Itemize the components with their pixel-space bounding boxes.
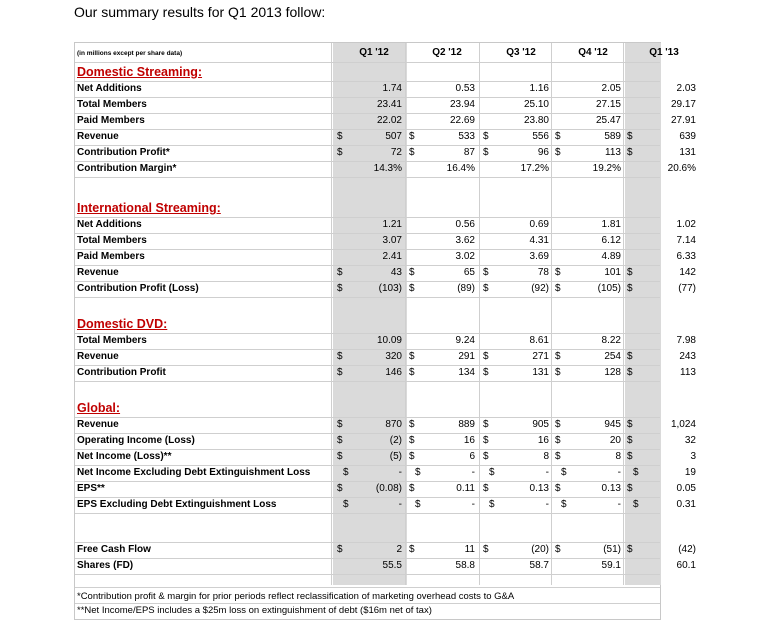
dollar-sign: $	[409, 351, 415, 362]
value-cell: 1.74	[382, 83, 402, 94]
value-cell: 0.53	[455, 83, 475, 94]
dollar-sign: $	[483, 367, 489, 378]
row-label: Operating Income (Loss)	[77, 435, 195, 446]
row-label: Net Additions	[77, 219, 142, 230]
value-cell: 0.13	[601, 483, 621, 494]
dollar-sign: $	[415, 467, 421, 478]
value-cell: 1.81	[601, 219, 621, 230]
dollar-sign: $	[555, 435, 561, 446]
dollar-sign: $	[483, 131, 489, 142]
value-cell: 2.03	[676, 83, 696, 94]
value-cell: 113	[680, 367, 696, 378]
value-cell: (105)	[597, 283, 621, 294]
value-cell: 72	[390, 147, 402, 158]
value-cell: 533	[458, 131, 475, 142]
value-cell: 23.41	[376, 99, 402, 110]
value-cell: -	[617, 467, 621, 478]
dollar-sign: $	[483, 544, 489, 555]
value-cell: 16.4%	[446, 163, 475, 174]
value-cell: 96	[537, 147, 549, 158]
value-cell: 8	[543, 451, 549, 462]
value-cell: 58.8	[455, 560, 475, 571]
row-label: Total Members	[77, 99, 147, 110]
value-cell: 1,024	[670, 419, 696, 430]
row-divider	[75, 297, 660, 298]
dollar-sign: $	[337, 147, 343, 158]
row-divider	[75, 177, 660, 178]
dollar-sign: $	[483, 283, 489, 294]
value-cell: 6	[469, 451, 475, 462]
value-cell: 6.12	[601, 235, 621, 246]
value-cell: -	[617, 499, 621, 510]
dollar-sign: $	[555, 451, 561, 462]
dollar-sign: $	[627, 419, 633, 430]
value-cell: -	[398, 467, 402, 478]
dollar-sign: $	[555, 131, 561, 142]
dollar-sign: $	[627, 131, 633, 142]
dollar-sign: $	[627, 544, 633, 555]
value-cell: 27.15	[595, 99, 621, 110]
row-label: Revenue	[77, 131, 119, 142]
period-header: Q1 '12	[359, 47, 389, 58]
value-cell: 14.3%	[373, 163, 402, 174]
value-cell: (20)	[531, 544, 549, 555]
dollar-sign: $	[627, 435, 633, 446]
value-cell: 23.80	[523, 115, 549, 126]
value-cell: 1.02	[676, 219, 696, 230]
section-title: Domestic DVD:	[77, 317, 168, 331]
value-cell: 254	[604, 351, 621, 362]
value-cell: 59.1	[601, 560, 621, 571]
value-cell: 1.16	[529, 83, 549, 94]
value-cell: 556	[532, 131, 549, 142]
row-label: Contribution Profit (Loss)	[77, 283, 199, 294]
value-cell: 8.22	[601, 335, 621, 346]
value-cell: -	[545, 499, 549, 510]
dollar-sign: $	[489, 499, 495, 510]
value-cell: 55.5	[382, 560, 402, 571]
row-label: Contribution Profit	[77, 367, 166, 378]
value-cell: 0.05	[676, 483, 696, 494]
value-cell: 25.47	[595, 115, 621, 126]
col-divider	[479, 43, 480, 585]
value-cell: (5)	[389, 451, 402, 462]
value-cell: 3.02	[455, 251, 475, 262]
value-cell: 945	[604, 419, 621, 430]
row-label: Shares (FD)	[77, 560, 134, 571]
value-cell: 10.09	[376, 335, 402, 346]
value-cell: 0.69	[529, 219, 549, 230]
value-cell: 870	[385, 419, 402, 430]
section-title: International Streaming:	[77, 201, 221, 215]
row-label: Total Members	[77, 335, 147, 346]
dollar-sign: $	[633, 499, 639, 510]
dollar-sign: $	[627, 147, 633, 158]
value-cell: -	[471, 499, 475, 510]
dollar-sign: $	[483, 419, 489, 430]
dollar-sign: $	[555, 367, 561, 378]
value-cell: 3	[690, 451, 696, 462]
dollar-sign: $	[409, 419, 415, 430]
dollar-sign: $	[409, 131, 415, 142]
value-cell: 2.41	[382, 251, 402, 262]
dollar-sign: $	[555, 351, 561, 362]
dollar-sign: $	[409, 435, 415, 446]
value-cell: 20	[609, 435, 621, 446]
value-cell: 291	[458, 351, 475, 362]
value-cell: (89)	[457, 283, 475, 294]
dollar-sign: $	[337, 131, 343, 142]
row-label: EPS**	[77, 483, 105, 494]
value-cell: 58.7	[529, 560, 549, 571]
row-label: Total Members	[77, 235, 147, 246]
footnote: **Net Income/EPS includes a $25m loss on extinguishment of debt ($16m net of tax)	[77, 605, 432, 616]
row-divider	[75, 587, 660, 588]
value-cell: (42)	[678, 544, 696, 555]
value-cell: 22.69	[449, 115, 475, 126]
value-cell: 0.56	[455, 219, 475, 230]
value-cell: 43	[390, 267, 402, 278]
value-cell: 8	[615, 451, 621, 462]
row-label: Contribution Profit*	[77, 147, 170, 158]
value-cell: -	[471, 467, 475, 478]
col-divider	[405, 43, 406, 585]
row-label: Net Income Excluding Debt Extinguishment Loss	[77, 467, 311, 478]
dollar-sign: $	[489, 467, 495, 478]
dollar-sign: $	[483, 147, 489, 158]
value-cell: 3.07	[382, 235, 402, 246]
value-cell: 8.61	[529, 335, 549, 346]
value-cell: 113	[605, 147, 621, 158]
row-label: Contribution Margin*	[77, 163, 177, 174]
row-label: Free Cash Flow	[77, 544, 151, 555]
value-cell: 142	[679, 267, 696, 278]
row-label: Net Additions	[77, 83, 142, 94]
footnote: *Contribution profit & margin for prior periods reflect reclassification of marketing overhead costs to G&A	[77, 591, 515, 602]
dollar-sign: $	[337, 367, 343, 378]
dollar-sign: $	[555, 419, 561, 430]
dollar-sign: $	[483, 351, 489, 362]
value-cell: 889	[458, 419, 475, 430]
value-cell: 3.69	[529, 251, 549, 262]
value-cell: 3.62	[455, 235, 475, 246]
dollar-sign: $	[627, 283, 633, 294]
dollar-sign: $	[483, 267, 489, 278]
period-header: Q2 '12	[432, 47, 462, 58]
value-cell: (92)	[531, 283, 549, 294]
dollar-sign: $	[409, 451, 415, 462]
value-cell: 32	[684, 435, 696, 446]
value-cell: 4.31	[529, 235, 549, 246]
dollar-sign: $	[409, 483, 415, 494]
value-cell: 146	[385, 367, 402, 378]
value-cell: (103)	[378, 283, 402, 294]
row-label: Paid Members	[77, 115, 145, 126]
value-cell: 128	[604, 367, 621, 378]
value-cell: 131	[532, 367, 549, 378]
row-divider	[75, 603, 660, 604]
value-cell: 11	[464, 544, 475, 555]
dollar-sign: $	[337, 351, 343, 362]
dollar-sign: $	[627, 351, 633, 362]
section-title: Domestic Streaming:	[77, 65, 203, 79]
value-cell: 19.2%	[592, 163, 621, 174]
dollar-sign: $	[627, 483, 633, 494]
section-title: Global:	[77, 401, 121, 415]
value-cell: 271	[532, 351, 549, 362]
units-note: (in millions except per share data)	[77, 50, 183, 57]
row-label: EPS Excluding Debt Extinguishment Loss	[77, 499, 277, 510]
value-cell: 131	[679, 147, 696, 158]
dollar-sign: $	[561, 467, 567, 478]
value-cell: 0.11	[456, 483, 475, 494]
value-cell: 320	[385, 351, 402, 362]
dollar-sign: $	[337, 267, 343, 278]
dollar-sign: $	[627, 267, 633, 278]
value-cell: 101	[604, 267, 621, 278]
dollar-sign: $	[337, 451, 343, 462]
dollar-sign: $	[555, 544, 561, 555]
value-cell: 2	[396, 544, 402, 555]
dollar-sign: $	[409, 267, 415, 278]
col-divider	[551, 43, 552, 585]
value-cell: 639	[679, 131, 696, 142]
dollar-sign: $	[337, 283, 343, 294]
col-divider	[623, 43, 624, 585]
row-label: Paid Members	[77, 251, 145, 262]
value-cell: 2.05	[601, 83, 621, 94]
dollar-sign: $	[555, 483, 561, 494]
dollar-sign: $	[415, 499, 421, 510]
value-cell: 905	[532, 419, 549, 430]
value-cell: 16	[463, 435, 475, 446]
row-divider	[75, 381, 660, 382]
value-cell: (51)	[603, 544, 621, 555]
value-cell: 4.89	[601, 251, 621, 262]
dollar-sign: $	[409, 283, 415, 294]
row-label: Revenue	[77, 267, 119, 278]
dollar-sign: $	[337, 544, 343, 555]
value-cell: 16	[537, 435, 549, 446]
value-cell: 507	[385, 131, 402, 142]
dollar-sign: $	[343, 499, 349, 510]
value-cell: 78	[537, 267, 549, 278]
value-cell: 134	[458, 367, 475, 378]
value-cell: 23.94	[449, 99, 475, 110]
dollar-sign: $	[409, 544, 415, 555]
summary-results-table	[74, 42, 696, 620]
dollar-sign: $	[337, 483, 343, 494]
value-cell: 22.02	[376, 115, 402, 126]
dollar-sign: $	[409, 147, 415, 158]
dollar-sign: $	[555, 267, 561, 278]
value-cell: (77)	[678, 283, 696, 294]
dollar-sign: $	[627, 451, 633, 462]
dollar-sign: $	[555, 283, 561, 294]
value-cell: 0.31	[676, 499, 696, 510]
value-cell: -	[545, 467, 549, 478]
value-cell: 25.10	[523, 99, 549, 110]
page-heading: Our summary results for Q1 2013 follow:	[74, 4, 326, 20]
row-divider	[75, 574, 660, 575]
row-divider	[75, 513, 660, 514]
period-header: Q3 '12	[506, 47, 536, 58]
value-cell: 60.1	[676, 560, 696, 571]
value-cell: 65	[463, 267, 475, 278]
value-cell: 27.91	[670, 115, 696, 126]
value-cell: 17.2%	[520, 163, 549, 174]
value-cell: 19	[684, 467, 696, 478]
value-cell: 589	[604, 131, 621, 142]
value-cell: (0.08)	[375, 483, 402, 494]
col-divider	[331, 43, 332, 585]
value-cell: (2)	[389, 435, 402, 446]
row-label: Revenue	[77, 351, 119, 362]
value-cell: 87	[463, 147, 475, 158]
dollar-sign: $	[483, 435, 489, 446]
row-label: Net Income (Loss)**	[77, 451, 172, 462]
dollar-sign: $	[337, 419, 343, 430]
value-cell: -	[398, 499, 402, 510]
dollar-sign: $	[561, 499, 567, 510]
value-cell: 7.14	[676, 235, 696, 246]
period-header: Q1 '13	[649, 47, 679, 58]
value-cell: 20.6%	[667, 163, 696, 174]
dollar-sign: $	[483, 483, 489, 494]
value-cell: 9.24	[455, 335, 475, 346]
dollar-sign: $	[627, 367, 633, 378]
row-divider	[75, 62, 660, 63]
value-cell: 6.33	[676, 251, 696, 262]
value-cell: 1.21	[382, 219, 402, 230]
dollar-sign: $	[343, 467, 349, 478]
value-cell: 29.17	[670, 99, 696, 110]
value-cell: 243	[679, 351, 696, 362]
dollar-sign: $	[337, 435, 343, 446]
row-label: Revenue	[77, 419, 119, 430]
dollar-sign: $	[409, 367, 415, 378]
dollar-sign: $	[555, 147, 561, 158]
period-header: Q4 '12	[578, 47, 608, 58]
dollar-sign: $	[483, 451, 489, 462]
value-cell: 0.13	[529, 483, 549, 494]
value-cell: 7.98	[676, 335, 696, 346]
dollar-sign: $	[633, 467, 639, 478]
